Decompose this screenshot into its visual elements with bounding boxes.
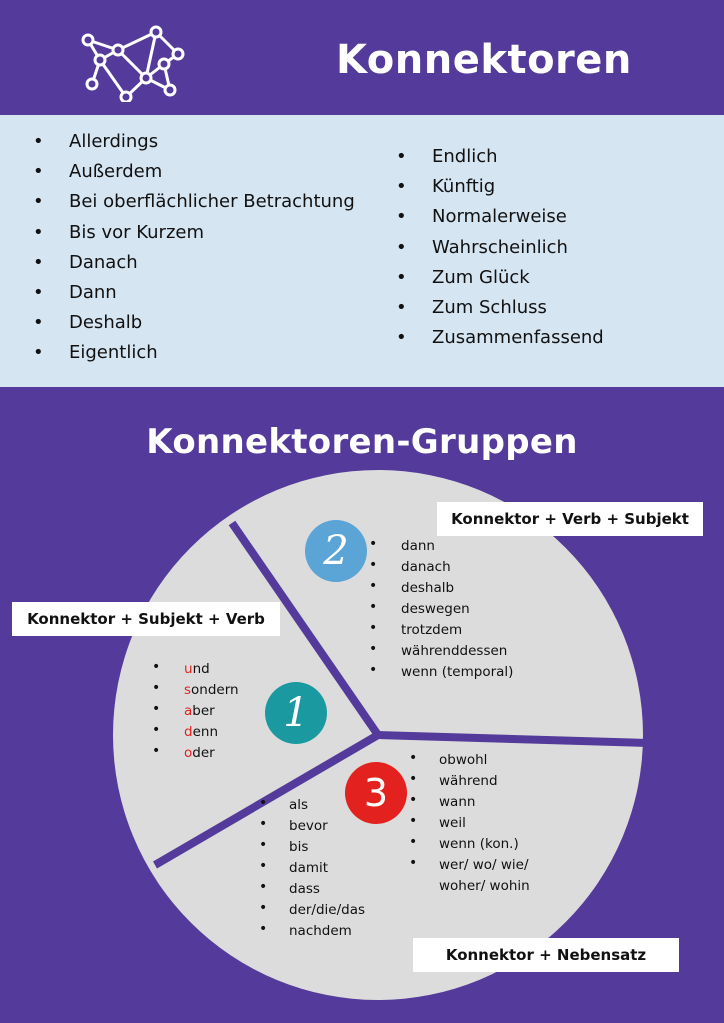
list-item: • währenddessen <box>369 641 513 662</box>
list-item: • Bei oberflächlicher Betrachtung <box>33 187 355 217</box>
list-item <box>152 680 239 701</box>
initial-letter: s <box>184 682 192 698</box>
word-rest: enn <box>192 724 218 740</box>
list-item: • Endlich <box>396 142 604 172</box>
list-item <box>152 722 239 743</box>
list-item: • als <box>259 795 365 816</box>
initial-letter: o <box>184 745 193 761</box>
group1-label: Konnektor + Subjekt + Verb <box>12 602 280 636</box>
group3-label: Konnektor + Nebensatz <box>413 938 679 972</box>
list-item: • dann <box>369 536 513 557</box>
list-item: • Künftig <box>396 172 604 202</box>
page-title: Konnektoren <box>336 37 632 83</box>
list-item: • Zum Glück <box>396 263 604 293</box>
list-item: • dass <box>259 879 365 900</box>
group3-number-badge: 3 <box>345 762 407 824</box>
list-item <box>152 659 239 680</box>
group3-list-right <box>409 750 530 897</box>
initial-letter: u <box>184 661 193 677</box>
list-item: • bevor <box>259 816 365 837</box>
word-rest: ber <box>192 703 215 719</box>
list-item: • der/die/das <box>259 900 365 921</box>
initial-letter: d <box>184 724 193 740</box>
list-item: • Zum Schluss <box>396 293 604 323</box>
word-rest: nd <box>192 661 210 677</box>
list-item: • obwohl <box>409 750 530 771</box>
list-item: • Zusammenfassend <box>396 323 604 353</box>
list-item: • Bis vor Kurzem <box>33 218 355 248</box>
list-item: • Danach <box>33 248 355 278</box>
list-item: • Außerdem <box>33 157 355 187</box>
list-item: • weil <box>409 813 530 834</box>
list-item: • wenn (temporal) <box>369 662 513 683</box>
list-item: • trotzdem <box>369 620 513 641</box>
list-item: • damit <box>259 858 365 879</box>
group1-list <box>152 659 239 764</box>
list-item <box>152 743 239 764</box>
list-item: • deswegen <box>369 599 513 620</box>
list-item <box>152 701 239 722</box>
list-item: • wer/ wo/ wie/ <box>409 855 530 876</box>
group2-list <box>369 536 513 683</box>
group3-list-left <box>259 795 365 942</box>
list-item: • Dann <box>33 278 355 308</box>
list-item: • Allerdings <box>33 127 355 157</box>
list-item: • bis <box>259 837 365 858</box>
word-rest: der <box>192 745 215 761</box>
list-item: • Normalerweise <box>396 202 604 232</box>
list-item: • wann <box>409 792 530 813</box>
list-item: • danach <box>369 557 513 578</box>
list-item-continuation: woher/ wohin <box>439 878 530 894</box>
list-item: • während <box>409 771 530 792</box>
list-item: • deshalb <box>369 578 513 599</box>
groups-heading: Konnektoren-Gruppen <box>146 422 578 462</box>
list-item: • nachdem <box>259 921 365 942</box>
list-item: • Wahrscheinlich <box>396 233 604 263</box>
list-item: • Eigentlich <box>33 338 355 368</box>
group2-number-badge: 2 <box>305 520 367 582</box>
list-item: • wenn (kon.) <box>409 834 530 855</box>
group2-label: Konnektor + Verb + Subjekt <box>437 502 703 536</box>
initial-letter: a <box>184 703 193 719</box>
list-item: • Deshalb <box>33 308 355 338</box>
word-rest: ondern <box>191 682 239 698</box>
group1-number-badge: 1 <box>265 682 327 744</box>
